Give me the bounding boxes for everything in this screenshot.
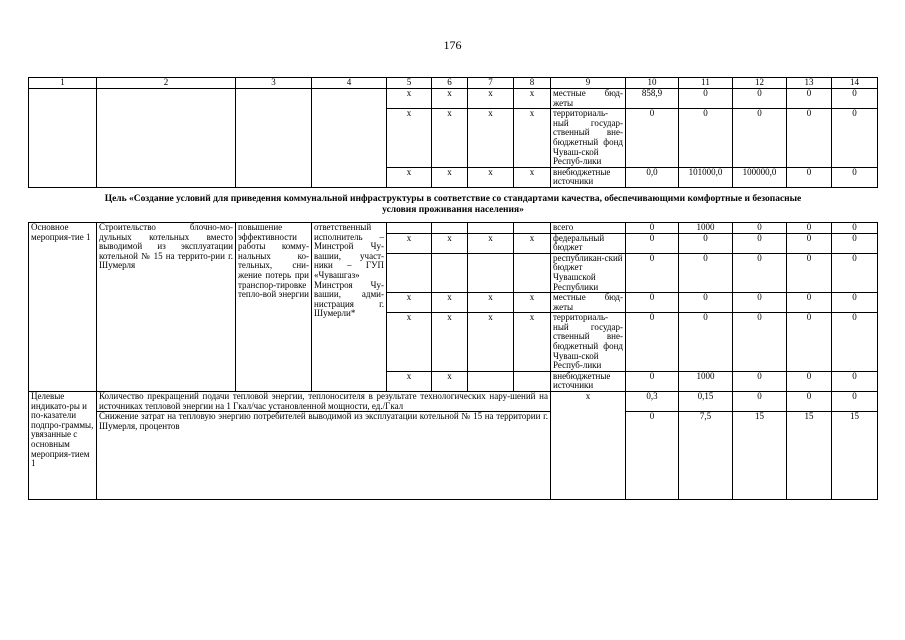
value-cell: 0 xyxy=(832,222,878,233)
value-cell: 0 xyxy=(832,371,878,391)
indicators-label: Целевые индикато-ры и по-казатели подпро-граммы, увязанные с основным мероприя-тием 1 xyxy=(29,392,97,500)
mark-cell: x xyxy=(432,167,468,187)
value-cell: 0 xyxy=(787,89,832,109)
value-cell: 0 xyxy=(832,89,878,109)
mark-cell xyxy=(387,253,432,292)
value-cell: 0 xyxy=(787,222,832,233)
mark-cell: x xyxy=(468,109,514,168)
value-cell: 0,15 xyxy=(679,392,733,412)
value-cell: 0 xyxy=(787,371,832,391)
value-cell: 0 xyxy=(787,253,832,292)
funding-source: всего xyxy=(551,222,626,233)
indicator-text: Снижение затрат на тепловую энергию потребителей выводимой из эксплуатации котельной № 15 на территории г. Шумерля, процентов xyxy=(97,412,551,500)
column-number-8: 8 xyxy=(514,78,551,89)
column-number-1: 1 xyxy=(29,78,97,89)
mark-cell: x xyxy=(432,109,468,168)
mark-cell: x xyxy=(432,233,468,253)
funding-source: местные бюд-жеты xyxy=(551,293,626,313)
mark-cell: x xyxy=(387,293,432,313)
value-cell: 100000,0 xyxy=(733,167,787,187)
value-cell: 0 xyxy=(832,167,878,187)
mark-cell: x xyxy=(468,313,514,372)
mark-cell: x xyxy=(514,109,551,168)
column-number-9: 9 xyxy=(551,78,626,89)
value-cell: 0 xyxy=(626,233,679,253)
column-number-4: 4 xyxy=(312,78,387,89)
mark-cell xyxy=(387,222,432,233)
column-number-5: 5 xyxy=(387,78,432,89)
empty-cell xyxy=(97,89,236,188)
goal-heading: Цель «Создание условий для приведения коммунальной инфраструктуры в соответствие со стандартами качества, обеспечивающими комфортные и безопасные условия проживания населения» xyxy=(29,187,878,222)
event-executors: ответственный исполнитель – Минстрой Чу-вашии, участ-ники – ГУП «Чувашгаз» Минстроя Чу-вашии, адми-нистрация г. Шумерли* xyxy=(312,222,387,391)
funding-source: республикан-ский бюджет Чувашской Республики xyxy=(551,253,626,292)
value-cell: 0 xyxy=(733,89,787,109)
value-cell: 0 xyxy=(787,392,832,412)
value-cell: 0 xyxy=(733,253,787,292)
mark-cell: x xyxy=(432,371,468,391)
mark-cell: x xyxy=(387,313,432,372)
mark-cell: x xyxy=(468,233,514,253)
value-cell: 0,3 xyxy=(626,392,679,412)
mark-cell xyxy=(514,371,551,391)
program-table xyxy=(28,77,878,500)
value-cell: 0 xyxy=(787,167,832,187)
value-cell: 1000 xyxy=(679,222,733,233)
mark-cell xyxy=(468,371,514,391)
table-row xyxy=(29,89,878,109)
value-cell: 7,5 xyxy=(679,412,733,500)
mark-cell xyxy=(468,253,514,292)
mark-cell xyxy=(468,222,514,233)
value-cell: 0 xyxy=(679,233,733,253)
value-cell: 0 xyxy=(832,392,878,412)
column-number-12: 12 xyxy=(733,78,787,89)
value-cell: 0 xyxy=(626,222,679,233)
event-description: Строительство блочно-мо-дульных котельных вместо выводимой из эксплуатации котельной № 15 на террито-рии г. Шумерля xyxy=(97,222,236,391)
column-number-2: 2 xyxy=(97,78,236,89)
empty-cell xyxy=(312,89,387,188)
indicator-text: Количество прекращений подачи тепловой энергии, теплоносителя в результате технологических нару-шений на источниках тепловой энергии на 1 Гкал/час установленной мощности, ед./Гкал xyxy=(97,392,551,412)
value-cell: 0 xyxy=(626,412,679,500)
mark-cell xyxy=(514,253,551,292)
value-cell: 0 xyxy=(733,109,787,168)
value-cell: 15 xyxy=(787,412,832,500)
mark-cell: x xyxy=(387,371,432,391)
mark-cell: x xyxy=(432,89,468,109)
mark-cell: x xyxy=(514,293,551,313)
value-cell: 0 xyxy=(787,109,832,168)
funding-source: местные бюд-жеты xyxy=(551,89,626,109)
value-cell: 0 xyxy=(626,313,679,372)
mark-cell: x xyxy=(432,313,468,372)
value-cell: 0 xyxy=(679,89,733,109)
value-cell: 0 xyxy=(679,293,733,313)
mark-cell: x xyxy=(468,89,514,109)
indicator-row xyxy=(29,392,878,412)
empty-cell xyxy=(236,89,312,188)
value-cell: 0 xyxy=(733,233,787,253)
event-title: Основное мероприя-тие 1 xyxy=(29,222,97,391)
mark-cell xyxy=(432,253,468,292)
value-cell: 0,0 xyxy=(626,167,679,187)
mark-cell xyxy=(432,222,468,233)
value-cell: 0 xyxy=(733,371,787,391)
mark-cell: x xyxy=(387,167,432,187)
value-cell: 0 xyxy=(679,109,733,168)
funding-source: внебюджетные источники xyxy=(551,371,626,391)
funding-source: территориаль-ный государ-ственный вне-бюджетный фонд Чуваш-ской Респуб-лики xyxy=(551,109,626,168)
value-cell: 0 xyxy=(832,293,878,313)
value-cell: 0 xyxy=(679,253,733,292)
header-row xyxy=(29,78,878,89)
value-cell: 1000 xyxy=(679,371,733,391)
event-goal: повышение эффективности работы комму-нальных ко-тельных, сни-жение потерь при транспор-тировке тепло-вой энергии xyxy=(236,222,312,391)
column-number-14: 14 xyxy=(832,78,878,89)
mark-cell: x xyxy=(387,233,432,253)
column-number-6: 6 xyxy=(432,78,468,89)
mark-cell: x xyxy=(514,313,551,372)
value-cell: 15 xyxy=(733,412,787,500)
value-cell: 0 xyxy=(626,253,679,292)
value-cell: 0 xyxy=(787,233,832,253)
value-cell: 0 xyxy=(832,253,878,292)
value-cell: 0 xyxy=(626,293,679,313)
mark-cell: x xyxy=(514,233,551,253)
value-cell: 0 xyxy=(733,293,787,313)
value-cell: 0 xyxy=(832,109,878,168)
value-cell: 0 xyxy=(733,222,787,233)
value-cell: 0 xyxy=(832,313,878,372)
mark-cell: x xyxy=(387,89,432,109)
indicator-row xyxy=(29,412,878,500)
column-number-13: 13 xyxy=(787,78,832,89)
funding-source: федеральный бюджет xyxy=(551,233,626,253)
mark-cell xyxy=(551,412,626,500)
mark-cell: x xyxy=(468,167,514,187)
column-number-10: 10 xyxy=(626,78,679,89)
value-cell: 0 xyxy=(787,313,832,372)
column-number-3: 3 xyxy=(236,78,312,89)
mark-cell: x xyxy=(468,293,514,313)
empty-cell xyxy=(29,89,97,188)
table-row xyxy=(29,222,878,233)
mark-cell xyxy=(514,222,551,233)
page-number: 176 xyxy=(443,38,462,52)
value-cell: 0 xyxy=(679,313,733,372)
value-cell: 0 xyxy=(733,392,787,412)
goal-row xyxy=(29,187,878,222)
funding-source: внебюджетные источники xyxy=(551,167,626,187)
value-cell: 101000,0 xyxy=(679,167,733,187)
value-cell: 0 xyxy=(626,109,679,168)
mark-cell: x xyxy=(432,293,468,313)
value-cell: 0 xyxy=(787,293,832,313)
mark-cell: x xyxy=(551,392,626,412)
column-number-11: 11 xyxy=(679,78,733,89)
funding-source: территориаль-ный государ-ственный вне-бюджетный фонд Чуваш-ской Респуб-лики xyxy=(551,313,626,372)
value-cell: 0 xyxy=(733,313,787,372)
value-cell: 0 xyxy=(832,233,878,253)
column-number-7: 7 xyxy=(468,78,514,89)
mark-cell: x xyxy=(514,167,551,187)
mark-cell: x xyxy=(514,89,551,109)
value-cell: 15 xyxy=(832,412,878,500)
value-cell: 0 xyxy=(626,371,679,391)
value-cell: 858,9 xyxy=(626,89,679,109)
mark-cell: x xyxy=(387,109,432,168)
